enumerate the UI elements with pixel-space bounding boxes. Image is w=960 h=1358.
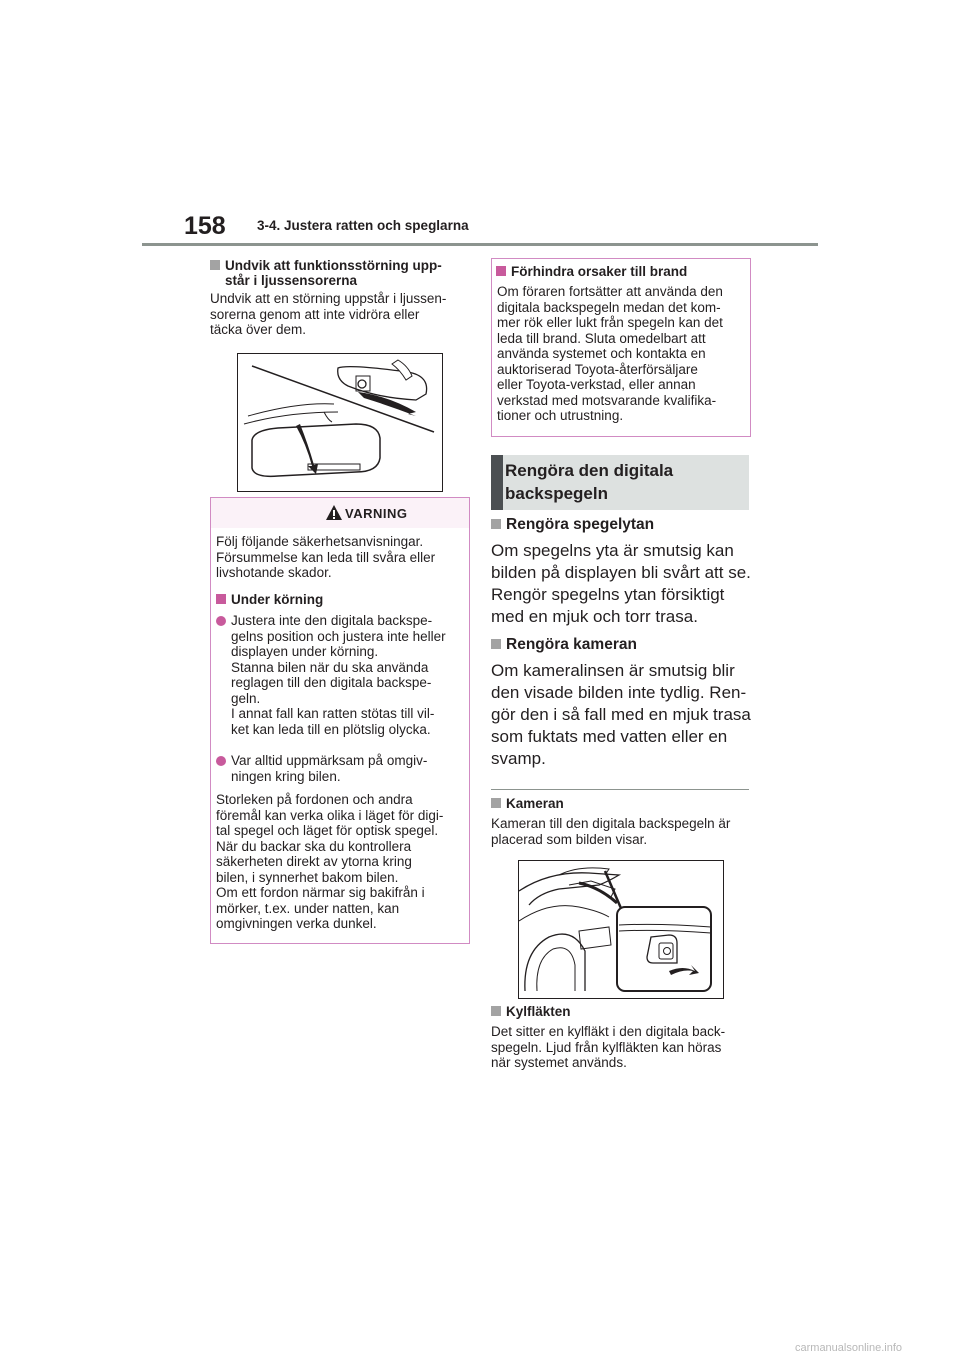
- square-bullet-icon: [210, 260, 220, 270]
- warning-intro: Följ följande säkerhetsanvisningar. Försummelse kan leda till svåra eller livshotande skador.: [216, 534, 436, 580]
- text-clean-camera: Om kameralinsen är smutsig blir den visade bilden inte tydlig. Ren- gör den i så fall med en mjuk trasa som fuktats med vatten eller en svamp.: [491, 661, 751, 768]
- text-camera: Kameran till den digitala backspegeln är placerad som bilden visar.: [491, 816, 731, 847]
- para-light-sensors: Undvik att en störning uppstår i ljussen- sorerna genom att inte vidröra eller täcka över dem.: [210, 291, 447, 337]
- square-bullet-icon: [491, 798, 501, 808]
- warning-tail: Storleken på fordonen och andra föremål kan verka olika i läget för digi- tal spegel och läget för optisk spegel. När du backar ska du kontrollera säkerheten direkt av ytorna kring bilen, i synnerhet bakom bilen. Om ett fordon närmar sig bakifrån i mörker, t.ex. under natten, kan omgivningen verka dunkel.: [216, 792, 444, 931]
- square-bullet-icon: [491, 1006, 501, 1016]
- heading-light-sensors: Undvik att funktionsstörning upp- står i ljussensorerna: [210, 258, 442, 288]
- round-bullet-icon: [216, 756, 226, 766]
- section-bar-edge: [491, 455, 503, 510]
- header-rule: [142, 243, 818, 246]
- heading-camera: Kameran: [491, 796, 564, 811]
- warning-bullet-1: Justera inte den digitala backspe- gelns position och justera inte heller displayen under körning. Stanna bilen när du ska använda reglagen till den digitala backspe- geln. I annat fall kan ratten stötas till vil- ket kan leda till en plötslig olycka.: [216, 613, 466, 737]
- square-bullet-icon: [491, 519, 501, 529]
- fire-notice-box: [491, 258, 751, 437]
- divider: [491, 789, 749, 790]
- fire-text: Om föraren fortsätter att använda den digitala backspegeln medan det kom- mer rök eller lukt från spegeln kan det leda till brand. Sluta omedelbart att använda systemet och kontakta en auktoriserad Toyota-återförsäljare eller Toyota-verkstad, eller annan verkstad med motsvarande kvalifika- tioner och utrustning.: [497, 284, 723, 423]
- heading-clean-mirror: Rengöra spegelytan: [491, 516, 654, 534]
- square-bullet-icon: [496, 266, 506, 276]
- text-clean-mirror: Om spegelns yta är smutsig kan bilden på displayen bli svårt att se. Rengör spegelns ytan försiktigt med en mjuk och torr trasa.: [491, 541, 751, 626]
- warning-bullet-2: Var alltid uppmärksam på omgiv- ningen kring bilen.: [216, 753, 466, 784]
- warning-box: [210, 497, 470, 944]
- camera-illustration: [518, 860, 724, 999]
- warning-triangle-icon: [325, 504, 343, 521]
- warning-subheading: Under körning: [216, 592, 323, 607]
- text-fan: Det sitter en kylfläkt i den digitala back- spegeln. Ljud från kylfläkten kan höras när systemet används.: [491, 1024, 726, 1070]
- warning-title-bar: [211, 498, 469, 528]
- mirror-illustration: [237, 353, 443, 492]
- heading-fan: Kylfläkten: [491, 1004, 571, 1019]
- round-bullet-icon: [216, 616, 226, 626]
- heading-clean-camera: Rengöra kameran: [491, 636, 637, 654]
- square-bullet-icon: [216, 594, 226, 604]
- chapter-title: 3-4. Justera ratten och speglarna: [257, 218, 469, 233]
- footer-watermark: carmanualsonline.info: [795, 1342, 903, 1354]
- section-title-bar: [491, 455, 749, 510]
- fire-heading: Förhindra orsaker till brand: [496, 264, 687, 279]
- page-number: 158: [184, 212, 226, 240]
- square-bullet-icon: [491, 639, 501, 649]
- section-title: Rengöra den digitala backspegeln: [505, 461, 674, 503]
- warning-title: VARNING: [345, 506, 408, 521]
